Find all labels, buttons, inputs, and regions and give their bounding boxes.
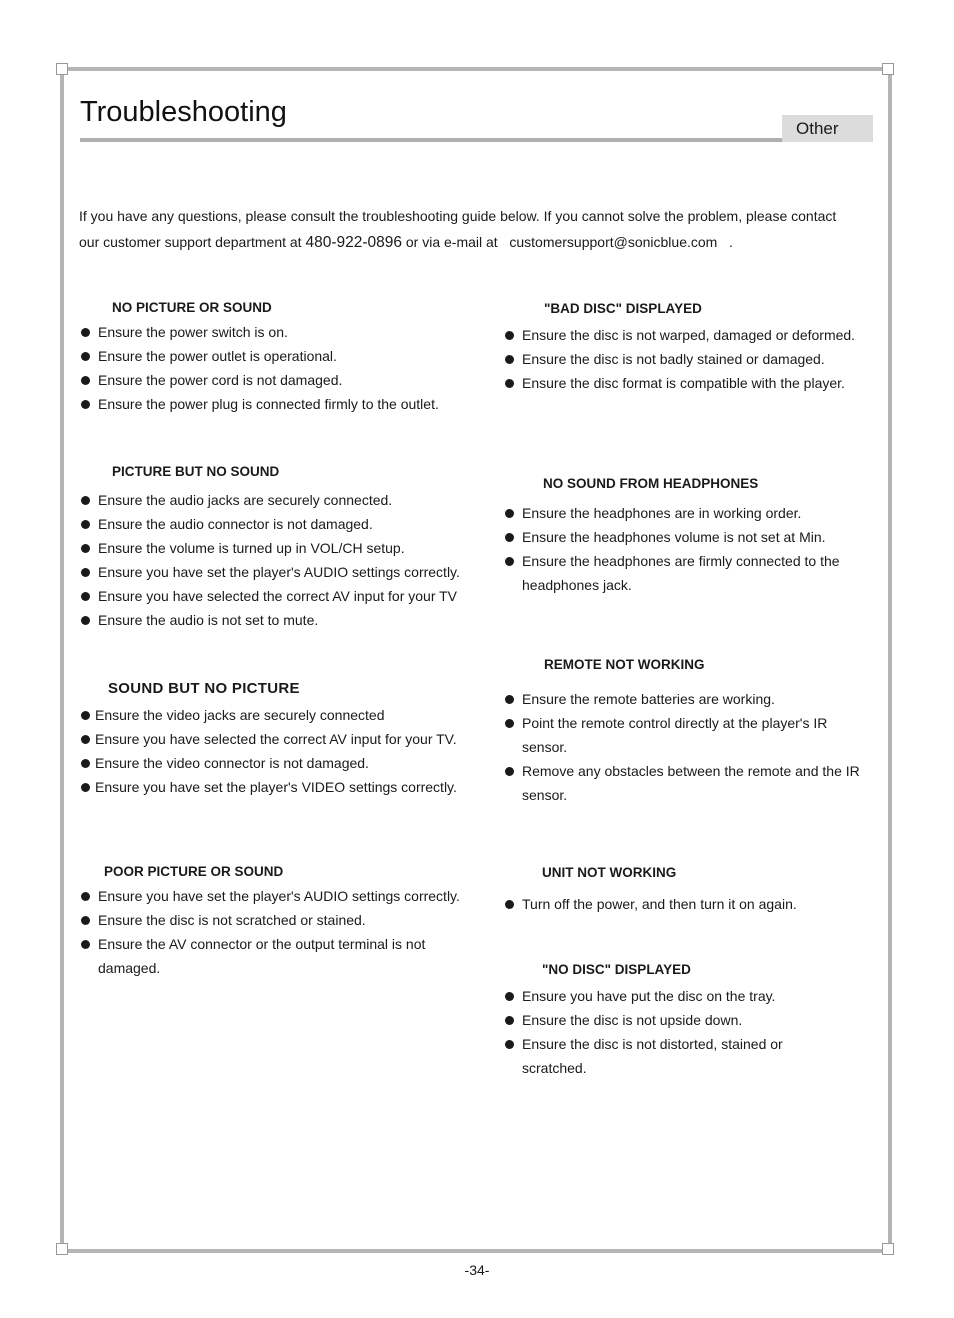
list-item: Ensure you have set the player's VIDEO settings correctly.: [80, 775, 480, 799]
section-bad-disc-displayed: [504, 298, 884, 395]
section-heading: NO SOUND FROM HEADPHONES: [533, 473, 770, 495]
list-item: Ensure the headphones are in working order.: [504, 501, 884, 525]
list-item: Ensure you have set the player's AUDIO settings correctly.: [80, 884, 480, 908]
list-item: Ensure the headphones are firmly connected to the headphones jack.: [504, 549, 862, 597]
list-item: Ensure the audio is not set to mute.: [80, 608, 480, 632]
frame-corner-mark: [882, 63, 894, 75]
list-item: Ensure the remote batteries are working.: [504, 687, 884, 711]
section-heading: SOUND BUT NO PICTURE: [98, 678, 312, 700]
list-item: Ensure the power plug is connected firmly to the outlet.: [80, 392, 480, 416]
section-heading: "BAD DISC" DISPLAYED: [534, 298, 714, 320]
list-item: Ensure the video connector is not damaged.: [80, 751, 480, 775]
list-item: Ensure you have set the player's AUDIO settings correctly.: [80, 560, 480, 584]
list-item: Ensure the power cord is not damaged.: [80, 368, 480, 392]
list-item: Ensure the power outlet is operational.: [80, 344, 480, 368]
list-item: Ensure the disc is not warped, damaged or deformed.: [504, 323, 884, 347]
section-poor-picture-or-sound: [80, 861, 480, 980]
intro-line2-middle: or via e-mail at: [401, 234, 502, 250]
list-item: Ensure the video jacks are securely connected: [80, 703, 480, 727]
page-number: -34-: [464, 1262, 490, 1278]
section-heading: UNIT NOT WORKING: [532, 862, 688, 884]
section-sound-but-no-picture: [80, 678, 480, 799]
list-item: Ensure the disc is not upside down.: [504, 1008, 884, 1032]
section-no-sound-from-headphones: [504, 473, 884, 597]
section-remote-not-working: [504, 654, 884, 807]
intro-line2-start: our customer support department at: [79, 234, 306, 250]
list-item: Ensure the disc is not badly stained or damaged.: [504, 347, 884, 371]
list-item: Turn off the power, and then turn it on again.: [504, 892, 884, 916]
list-item: Ensure you have selected the correct AV input for your TV.: [80, 727, 480, 751]
frame-corner-mark: [882, 1243, 894, 1255]
list-item: Ensure the disc format is compatible with the player.: [504, 371, 884, 395]
section-unit-not-working: [504, 862, 884, 916]
list-item: Ensure you have put the disc on the tray.: [504, 984, 884, 1008]
list-item: Ensure you have selected the correct AV input for your TV: [80, 584, 480, 608]
list-item: Ensure the disc is not distorted, stained or scratched.: [504, 1032, 812, 1080]
page-title: Troubleshooting: [80, 96, 287, 128]
section-no-picture-or-sound: [80, 297, 480, 416]
intro-line1: If you have any questions, please consult the troubleshooting guide below. If you cannot solve the problem, please contact: [79, 208, 837, 224]
section-tab-other: Other: [782, 115, 873, 142]
section-heading: NO PICTURE OR SOUND: [102, 297, 284, 319]
title-underline: [80, 138, 782, 142]
list-item: Ensure the AV connector or the output terminal is not damaged.: [80, 932, 458, 980]
support-email: customersupport@sonicblue.com: [509, 234, 718, 250]
intro-line2-end: .: [725, 234, 733, 250]
list-item: Ensure the power switch is on.: [80, 320, 480, 344]
section-heading: POOR PICTURE OR SOUND: [94, 861, 295, 883]
list-item: Ensure the disc is not scratched or stained.: [80, 908, 480, 932]
frame-corner-mark: [56, 63, 68, 75]
list-item: Remove any obstacles between the remote and the IR sensor.: [504, 759, 878, 807]
section-no-disc-displayed: [504, 959, 884, 1080]
section-heading: PICTURE BUT NO SOUND: [102, 461, 291, 483]
list-item: Ensure the volume is turned up in VOL/CH setup.: [80, 536, 480, 560]
support-phone: 480-922-0896: [305, 234, 402, 251]
list-item: Ensure the audio jacks are securely connected.: [80, 488, 480, 512]
list-item: Ensure the audio connector is not damaged.: [80, 512, 480, 536]
list-item: Ensure the headphones volume is not set at Min.: [504, 525, 884, 549]
frame-corner-mark: [56, 1243, 68, 1255]
list-item: Point the remote control directly at the player's IR sensor.: [504, 711, 862, 759]
section-picture-but-no-sound: [80, 461, 480, 632]
section-heading: REMOTE NOT WORKING: [534, 654, 717, 676]
section-heading: "NO DISC" DISPLAYED: [532, 959, 703, 981]
intro-paragraph: [79, 203, 879, 256]
